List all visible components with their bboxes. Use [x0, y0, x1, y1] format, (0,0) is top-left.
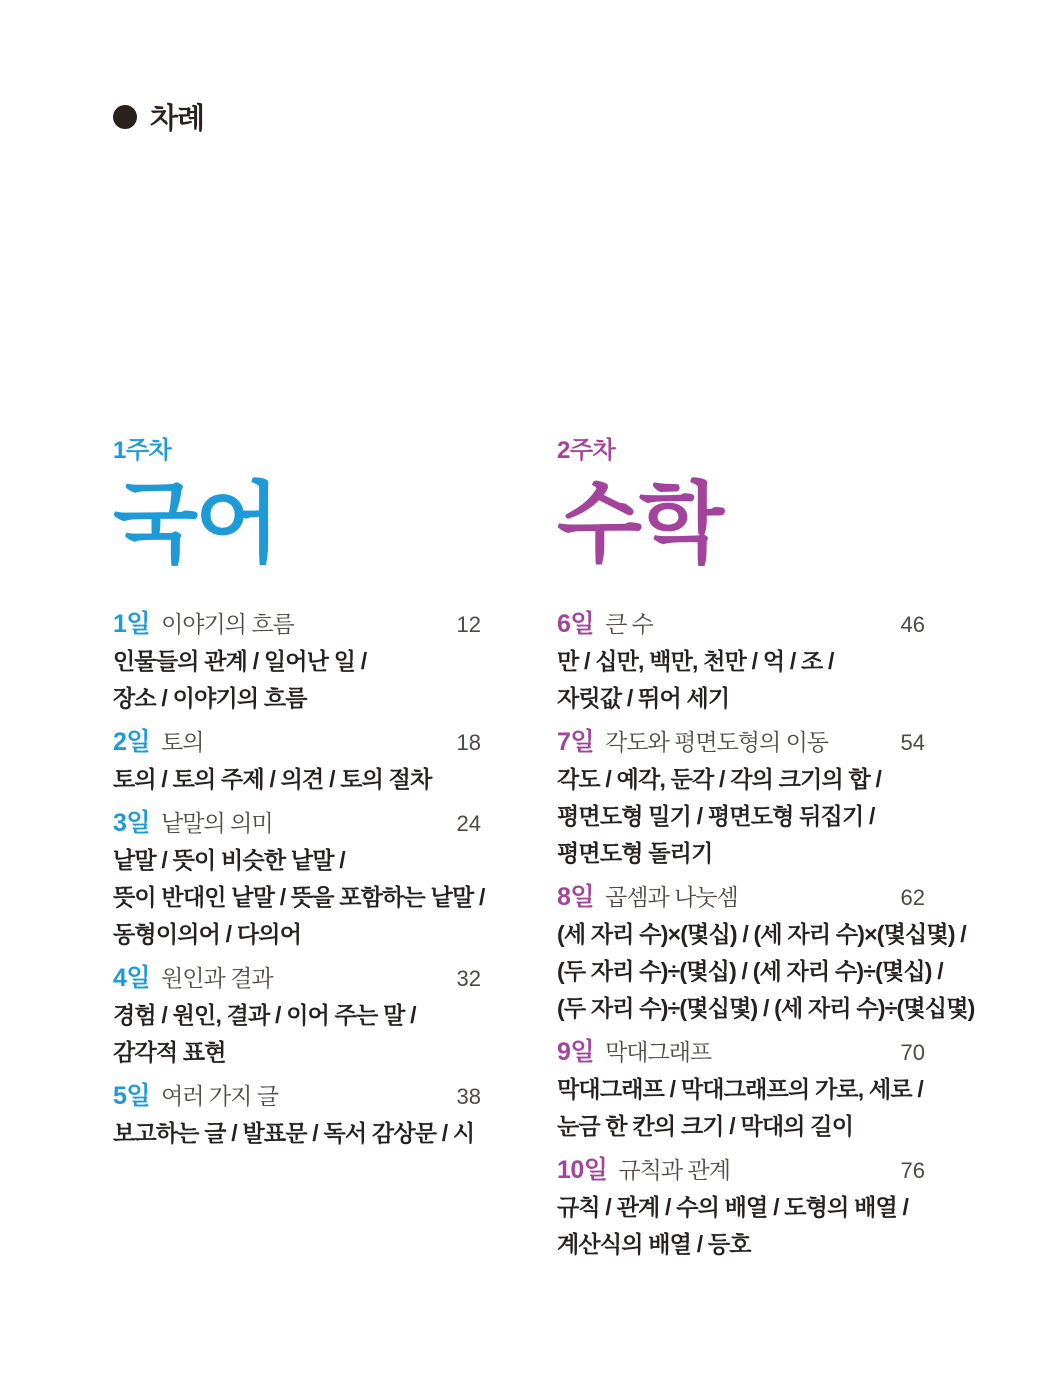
bullet-icon — [113, 105, 137, 129]
entry-topics — [557, 761, 925, 872]
page-number: 62 — [900, 885, 925, 910]
topic-line: 눈금 한 칸의 크기 / 막대의 길이 — [557, 1113, 854, 1139]
entry-list — [113, 606, 485, 1152]
day-label: 6일 — [557, 610, 595, 638]
entry-topics — [557, 643, 925, 717]
toc-header — [113, 96, 204, 137]
page-number: 12 — [456, 612, 481, 637]
entry-title: 원인과 결과 — [161, 965, 273, 991]
toc-columns — [113, 437, 975, 1270]
topic-line: 장소 / 이야기의 흐름 — [113, 685, 307, 711]
day-label: 5일 — [113, 1082, 151, 1110]
topic-line: (두 자리 수)÷(몇십몇) / (세 자리 수)÷(몇십몇) — [557, 995, 975, 1021]
entry-title: 큰 수 — [605, 611, 653, 637]
entry-topics — [557, 1189, 925, 1263]
page-number: 24 — [456, 811, 481, 836]
entry-title-row — [557, 1034, 925, 1071]
topic-line: 평면도형 돌리기 — [557, 840, 713, 866]
entry-title: 이야기의 흐름 — [161, 611, 294, 637]
toc-entry — [557, 606, 925, 717]
day-label: 2일 — [113, 728, 151, 756]
toc-entry — [557, 724, 925, 872]
day-label: 8일 — [557, 883, 595, 911]
topic-line: 감각적 표현 — [113, 1039, 226, 1065]
entry-title: 규칙과 관계 — [618, 1157, 730, 1183]
topic-line: 각도 / 예각, 둔각 / 각의 크기의 합 / — [557, 766, 882, 792]
day-label: 7일 — [557, 728, 595, 756]
toc-entry — [113, 805, 485, 953]
topic-line: 동형이의어 / 다의어 — [113, 921, 302, 947]
page-number: 38 — [456, 1084, 481, 1109]
page-number: 70 — [900, 1040, 925, 1065]
page-number: 46 — [900, 612, 925, 637]
page-number: 76 — [900, 1158, 925, 1183]
entry-title: 여러 가지 글 — [161, 1083, 278, 1109]
day-label: 10일 — [557, 1156, 608, 1184]
entry-title-row — [113, 724, 481, 761]
topic-line: 평면도형 밀기 / 평면도형 뒤집기 / — [557, 803, 875, 829]
day-label: 1일 — [113, 610, 151, 638]
topic-line: 토의 / 토의 주제 / 의견 / 토의 절차 — [113, 766, 432, 792]
toc-entry — [113, 606, 481, 717]
entry-title-row — [113, 606, 481, 643]
subject-title: 수학 — [557, 474, 722, 573]
toc-entry — [113, 960, 481, 1071]
entry-title-row — [557, 879, 925, 916]
entry-title-row — [557, 724, 925, 761]
entry-title-row — [557, 1152, 925, 1189]
topic-line: 낱말 / 뜻이 비슷한 낱말 / — [113, 847, 345, 873]
entry-title: 토의 — [161, 729, 204, 755]
page-number: 18 — [456, 730, 481, 755]
toc-entry — [557, 1152, 925, 1263]
topic-line: 뜻이 반대인 낱말 / 뜻을 포함하는 낱말 / — [113, 884, 485, 910]
toc-entry — [557, 879, 975, 1027]
topic-line: 인물들의 관계 / 일어난 일 / — [113, 648, 367, 674]
column-math — [557, 437, 975, 1270]
entry-topics — [557, 916, 975, 1027]
entry-title-row — [557, 606, 925, 643]
toc-entry — [113, 724, 481, 798]
subject-title: 국어 — [113, 474, 278, 573]
entry-topics — [113, 643, 481, 717]
topic-line: 자릿값 / 뛰어 세기 — [557, 685, 730, 711]
entry-title: 낱말의 의미 — [161, 810, 273, 836]
entry-topics — [113, 761, 481, 798]
entry-topics — [113, 1115, 481, 1152]
page-number: 32 — [456, 966, 481, 991]
page-number: 54 — [900, 730, 925, 755]
week-label: 1주차 — [113, 437, 172, 464]
entry-title: 각도와 평면도형의 이동 — [605, 729, 829, 755]
week-label: 2주차 — [557, 437, 616, 464]
entry-title-row — [113, 960, 481, 997]
toc-entry — [113, 1078, 481, 1152]
day-label: 3일 — [113, 809, 151, 837]
topic-line: (세 자리 수)×(몇십) / (세 자리 수)×(몇십몇) / — [557, 921, 966, 947]
column-korean — [113, 437, 485, 1270]
day-label: 4일 — [113, 964, 151, 992]
topic-line: (두 자리 수)÷(몇십) / (세 자리 수)÷(몇십) / — [557, 958, 943, 984]
entry-topics — [113, 842, 485, 953]
toc-entry — [557, 1034, 925, 1145]
topic-line: 보고하는 글 / 발표문 / 독서 감상문 / 시 — [113, 1120, 475, 1146]
entry-topics — [113, 997, 481, 1071]
day-label: 9일 — [557, 1038, 595, 1066]
entry-topics — [557, 1071, 925, 1145]
page-title: 차례 — [150, 103, 205, 135]
entry-title: 막대그래프 — [605, 1039, 712, 1065]
entry-title: 곱셈과 나눗셈 — [605, 884, 738, 910]
topic-line: 규칙 / 관계 / 수의 배열 / 도형의 배열 / — [557, 1194, 909, 1220]
topic-line: 막대그래프 / 막대그래프의 가로, 세로 / — [557, 1076, 923, 1102]
topic-line: 계산식의 배열 / 등호 — [557, 1231, 751, 1257]
entry-list — [557, 606, 975, 1263]
entry-title-row — [113, 805, 481, 842]
topic-line: 경험 / 원인, 결과 / 이어 주는 말 / — [113, 1002, 416, 1028]
entry-title-row — [113, 1078, 481, 1115]
topic-line: 만 / 십만, 백만, 천만 / 억 / 조 / — [557, 648, 834, 674]
